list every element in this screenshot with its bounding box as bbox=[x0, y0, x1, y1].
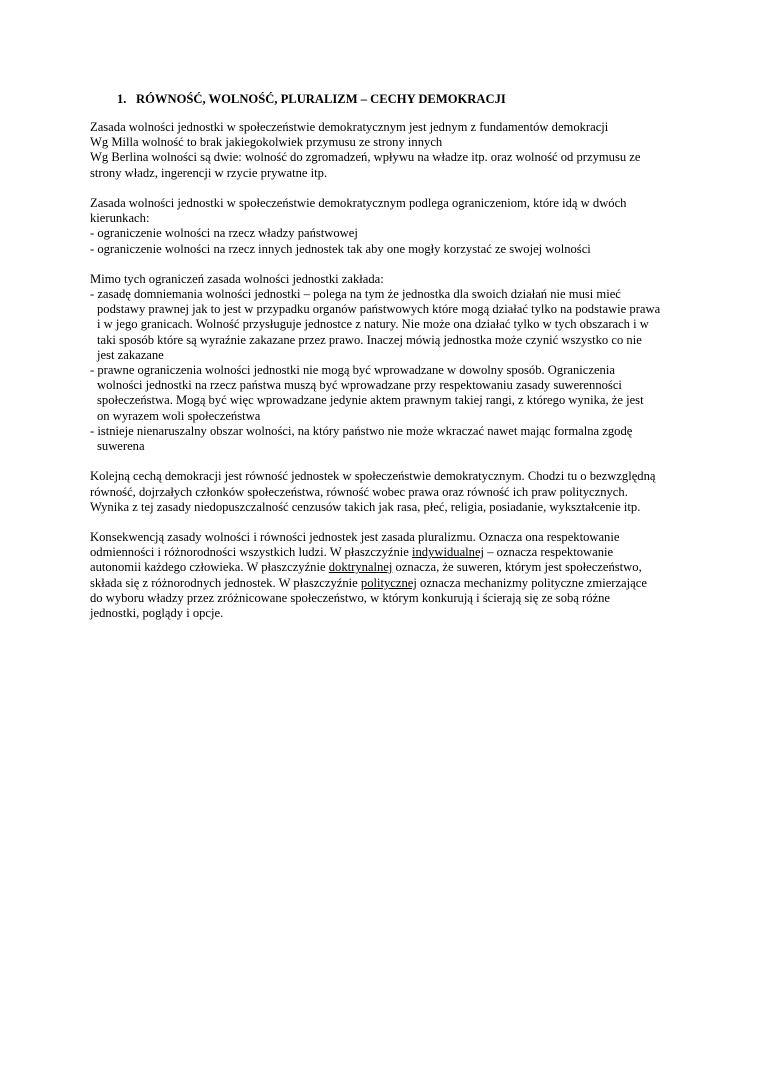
heading-title: RÓWNOŚĆ, WOLNOŚĆ, PLURALIZM – CECHY DEMOKRACJI bbox=[136, 92, 506, 106]
underlined-term: doktrynalnej bbox=[328, 560, 393, 575]
list-item: - ograniczenie wolności na rzecz władzy państwowej bbox=[90, 226, 358, 241]
text-line: strony władz, ingerencji w rzycie prywatne itp. bbox=[90, 165, 328, 180]
paragraph-assumptions bbox=[90, 272, 675, 454]
list-item-continuation: taki sposób które są wyraźnie zakazane przez prawo. Inaczej mówią jednostka może czynić wszystko co nie bbox=[97, 332, 642, 347]
text-line: Mimo tych ograniczeń zasada wolności jednostki zakłada: bbox=[90, 271, 384, 286]
text-segment: autonomii każdego człowieka. W płaszczyźnie bbox=[90, 560, 329, 575]
list-item: - istnieje nienaruszalny obszar wolności, na który państwo nie może wkraczać nawet mając formalna zgodę bbox=[90, 423, 633, 438]
heading-number: 1. bbox=[117, 92, 127, 106]
text-segment: oznacza, że suweren, którym jest społeczeństwo, bbox=[392, 560, 642, 575]
text-line: równość, dojrzałych członków społeczeństwa, równość wobec prawa oraz równość ich praw politycznych. bbox=[90, 484, 628, 499]
text-segment: odmienności i różnorodności wszystkich ludzi. W płaszczyźnie bbox=[90, 545, 412, 560]
text-line bbox=[90, 576, 675, 591]
underlined-term: politycznej bbox=[360, 575, 417, 590]
text-line bbox=[90, 560, 675, 575]
paragraph-freedom bbox=[90, 120, 675, 181]
text-segment: oznacza mechanizmy polityczne zmierzające bbox=[416, 575, 647, 590]
text-line bbox=[90, 545, 675, 560]
text-line: Kolejną cechą demokracji jest równość jednostek w społeczeństwie demokratycznym. Chodzi tu o bezwzględną bbox=[90, 469, 656, 484]
list-item: - ograniczenie wolności na rzecz innych jednostek tak aby one mogły korzystać ze swojej wolności bbox=[90, 241, 591, 256]
underlined-term: indywidualnej bbox=[412, 545, 485, 560]
list-item-continuation: suwerena bbox=[97, 438, 145, 453]
text-line: Zasada wolności jednostki w społeczeństwie demokratycznym jest jednym z fundamentów demokracji bbox=[90, 120, 609, 134]
document-body bbox=[90, 120, 675, 621]
list-item-continuation: jest zakazane bbox=[97, 347, 164, 362]
list-item: - zasadę domniemania wolności jednostki – polega na tym że jednostka dla swoich działań nie musi mieć bbox=[90, 287, 621, 302]
text-line: Wynika z tej zasady niedopuszczalność cenzusów takich jak rasa, płeć, religia, posiadanie, wykształcenie itp. bbox=[90, 499, 641, 514]
paragraph-gap bbox=[90, 515, 675, 530]
text-line: Zasada wolności jednostki w społeczeństwie demokratycznym podlega ograniczeniom, które idą w dwóch bbox=[90, 195, 627, 210]
text-segment: składa się z różnorodnych jednostek. W płaszczyźnie bbox=[90, 575, 361, 590]
paragraph-gap bbox=[90, 454, 675, 469]
text-line: Konsekwencją zasady wolności i równości jednostek jest zasada pluralizmu. Oznacza ona respektowanie bbox=[90, 530, 620, 545]
list-item-continuation: on wyrazem woli społeczeństwa bbox=[97, 408, 261, 423]
section-heading bbox=[117, 92, 506, 107]
list-item-continuation: podstawy prawnej jak to jest w przypadku organów państwowych które mogą działać tylko na podstawie prawa bbox=[97, 302, 661, 317]
paragraph-limitations bbox=[90, 196, 675, 257]
text-line: Wg Milla wolność to brak jakiegokolwiek przymusu ze strony innych bbox=[90, 135, 443, 150]
list-item-continuation: i w jego granicach. Wolność przysługuje jednostce z natury. Nie może ona działać tylko w tych obszarach i w bbox=[97, 317, 649, 332]
paragraph-gap bbox=[90, 181, 675, 196]
paragraph-gap bbox=[90, 257, 675, 272]
text-line: do wyboru władzy przez zróżnicowane społeczeństwo, w którym konkurują i ścierają się ze sobą różne bbox=[90, 590, 610, 605]
text-line: jednostki, poglądy i opcje. bbox=[90, 606, 224, 620]
text-segment: – oznacza respektowanie bbox=[484, 545, 614, 560]
paragraph-pluralism bbox=[90, 530, 675, 621]
text-line: kierunkach: bbox=[90, 211, 150, 226]
list-item-continuation: wolności jednostki na rzecz państwa muszą być wprowadzane przy respektowaniu zasady suwerenności bbox=[97, 378, 622, 393]
text-line: Wg Berlina wolności są dwie: wolność do zgromadzeń, wpływu na władze itp. oraz wolność od przymusu ze bbox=[90, 150, 641, 165]
list-item: - prawne ograniczenia wolności jednostki nie mogą być wprowadzane w dowolny sposób. Ograniczenia bbox=[90, 363, 615, 377]
list-item-continuation: społeczeństwa. Mogą być więc wprowadzane jedynie aktem prawnym takiej rangi, z którego wynika, że jest bbox=[97, 393, 644, 408]
paragraph-equality bbox=[90, 469, 675, 515]
